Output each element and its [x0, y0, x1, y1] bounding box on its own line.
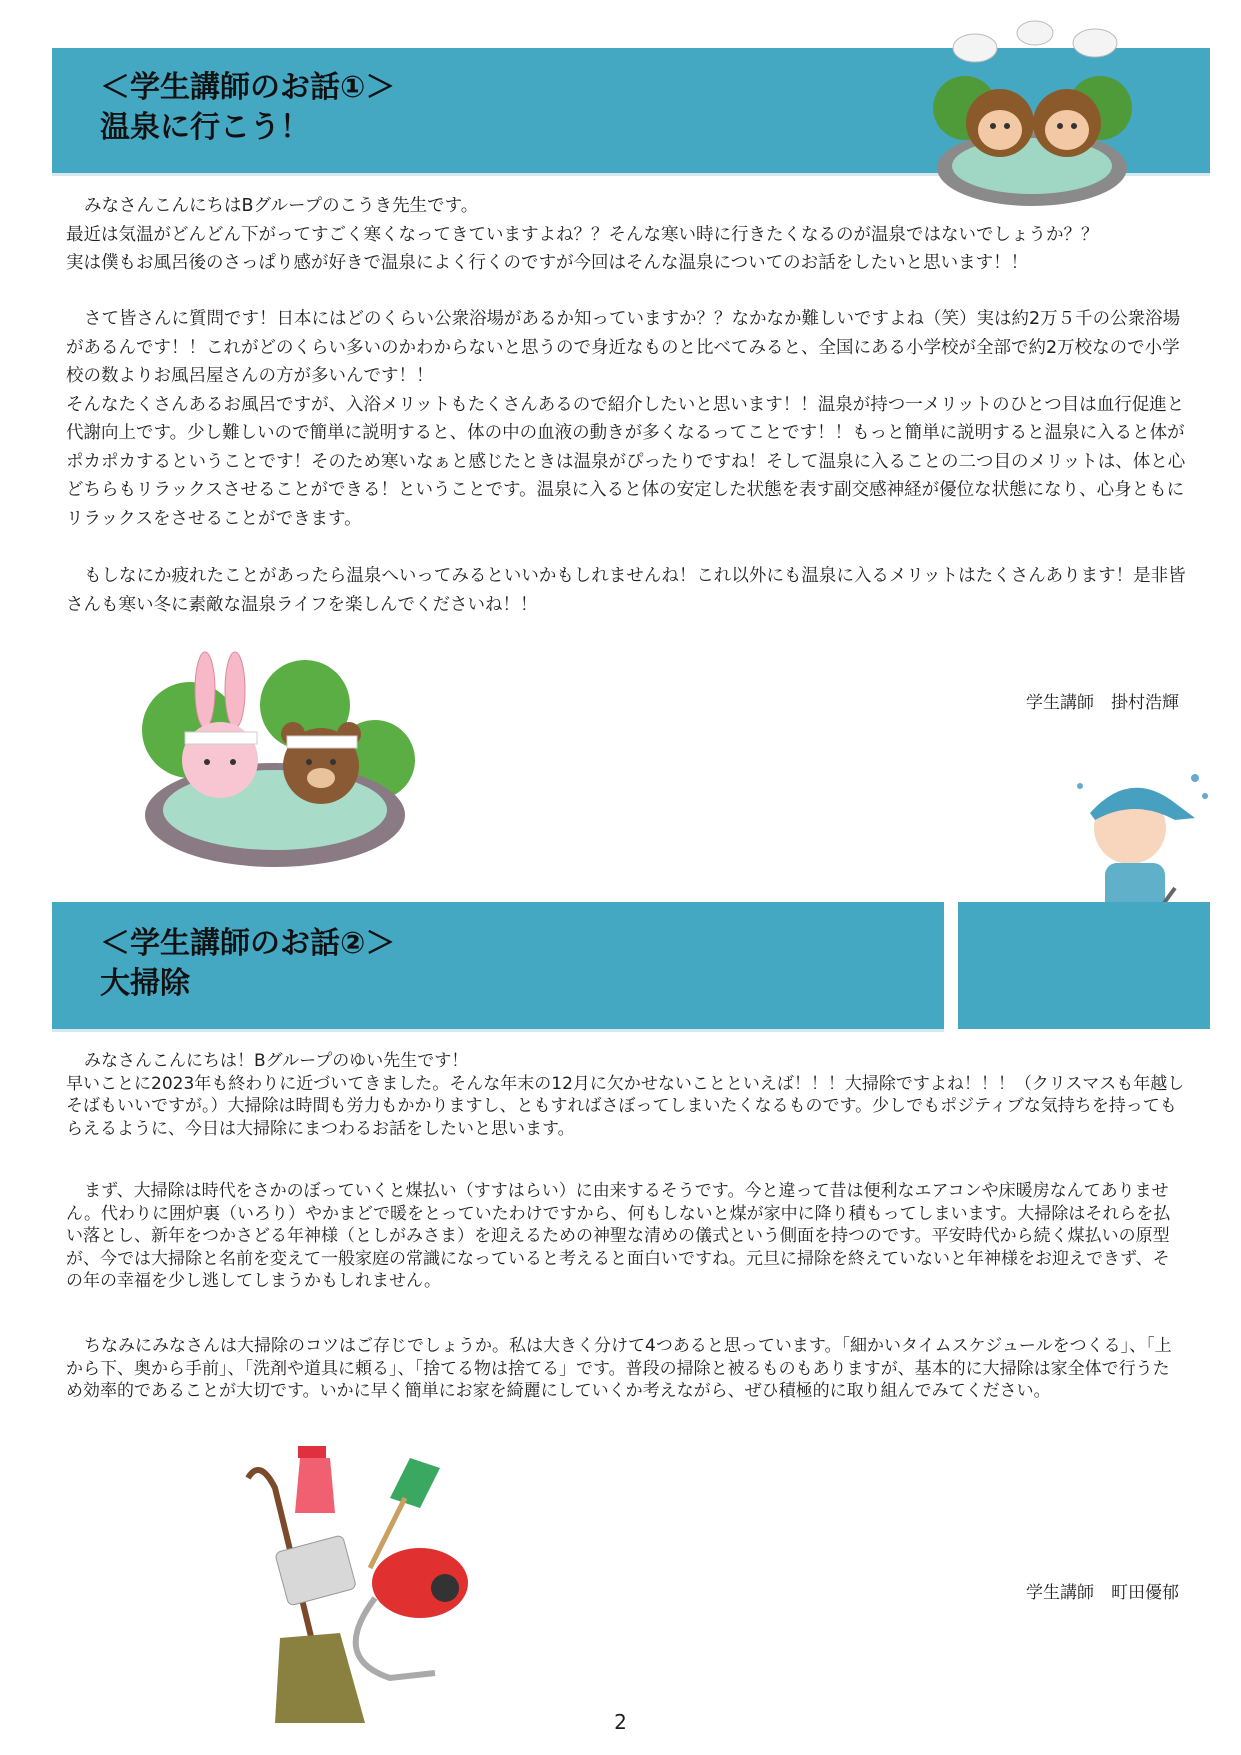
- section1-heading-line1: ＜学生講師のお話①＞: [100, 70, 396, 105]
- page-number: 2: [614, 1710, 627, 1734]
- section1-heading-line2: 温泉に行こう！: [100, 110, 310, 145]
- section2-banner: [52, 902, 944, 1032]
- monkeys-onsen-illustration: [925, 18, 1140, 208]
- section2-heading: [100, 924, 395, 1004]
- cleaning-tools-illustration: [240, 1438, 500, 1728]
- section2-banner-side: [958, 902, 1210, 1029]
- rabbit-bear-onsen-illustration: [135, 650, 425, 875]
- section2-heading-line2: 大掃除: [100, 966, 190, 1001]
- section2-paragraph-2: まず、大掃除は時代をさかのぼっていくと煤払い（すすはらい）に由来するそうです。今と違って昔は便利なエアコンや床暖房なんてありません。代わりに囲炉裏（いろり）やかまどで暖をとっていたわけですから、何もしないと煤が家中に降り積もってしまいます。大掃除はそれらを払い落とし、新年をつかさどる年神様（としがみさま）を迎えるための神聖な清めの儀式という側面を持つのです。平安時代から続く煤払いの原型が、今では大掃除と名前を変えて一般家庭の常識になっていると考えると面白いですね。元旦に掃除を終えていないと年神様をお迎えできず、その年の幸福を少し逃してしまうかもしれません。: [66, 1181, 1171, 1291]
- section2-paragraph-1: みなさんこんにちは！Bグループのゆい先生です！ 早いことに2023年も終わりに近づいてきました。そんな年末の12月に欠かせないことといえば！！！大掃除ですよね！！！（クリスマスも年越しそばもいいですが。）大掃除は時間も労力もかかりますし、ともすればさぼってしまいたくなるものです。少しでもポジティブな気持ちを持ってもらえるように、今日は大掃除にまつわるお話をしたいと思います。: [66, 1051, 1185, 1139]
- section2-paragraph-3: ちなみにみなさんは大掃除のコツはご存じでしょうか。私は大きく分けて4つあると思っています。「細かいタイムスケジュールをつくる」、「上から下、奥から手前」、「洗剤や道具に頼る」、「捨てる物は捨てる」です。普段の掃除と被るものもありますが、基本的に大掃除は家全体で行うため効率的であることが大切です。いかに早く簡単にお家を綺麗にしていくか考えながら、ぜひ積極的に取り組んでみてください。: [66, 1336, 1172, 1401]
- section2-signature: 学生講師 町田優郁: [1026, 1583, 1179, 1603]
- section1-heading: [100, 68, 395, 148]
- section2-heading-line1: ＜学生講師のお話②＞: [100, 926, 396, 961]
- section1-signature: 学生講師 掛村浩輝: [1026, 693, 1179, 713]
- section1-paragraph-3: もしなにか疲れたことがあったら温泉へいってみるといいかもしれませんね！これ以外にも温泉に入るメリットはたくさんあります！是非皆さんも寒い冬に素敵な温泉ライフを楽しんでくださいね！！: [66, 566, 1186, 615]
- section1-paragraph-2: さて皆さんに質問です！日本にはどのくらい公衆浴場があるか知っていますか？？なかなか難しいですよね（笑）実は約2万５千の公衆浴場があるんです！！これがどのくらい多いのかわからないと思うので身近なものと比べてみると、全国にある小学校が全部で約2万校なので小学校の数よりお風呂屋さんの方が多いんです！！ そんなたくさんあるお風呂ですが、入浴メリットもたくさんあるので紹介したいと思います！！温泉が持つ一メリットのひとつ目は血行促進と代謝向上です。少し難しいので簡単に説明すると、体の中の血液の動きが多くなるってことです！！もっと簡単に説明すると温泉に入ると体がポカポカするということです！そのため寒いなぁと感じたときは温泉がぴったりですね！そして温泉に入ることの二つ目のメリットは、体と心どちらもリラックスさせることができる！ということです。温泉に入ると体の安定した状態を表す副交感神経が優位な状態になり、心身ともにリラックスをさせることができます。: [66, 309, 1186, 529]
- section1-paragraph-1: みなさんこんにちはBグループのこうき先生です。 最近は気温がどんどん下がってすごく寒くなってきていますよね？？そんな寒い時に行きたくなるのが温泉ではないでしょうか？？ 実は僕もお風呂後のさっぱり感が好きで温泉によく行くのですが今回はそんな温泉についてのお話をしたいと思います！！: [66, 196, 1099, 273]
